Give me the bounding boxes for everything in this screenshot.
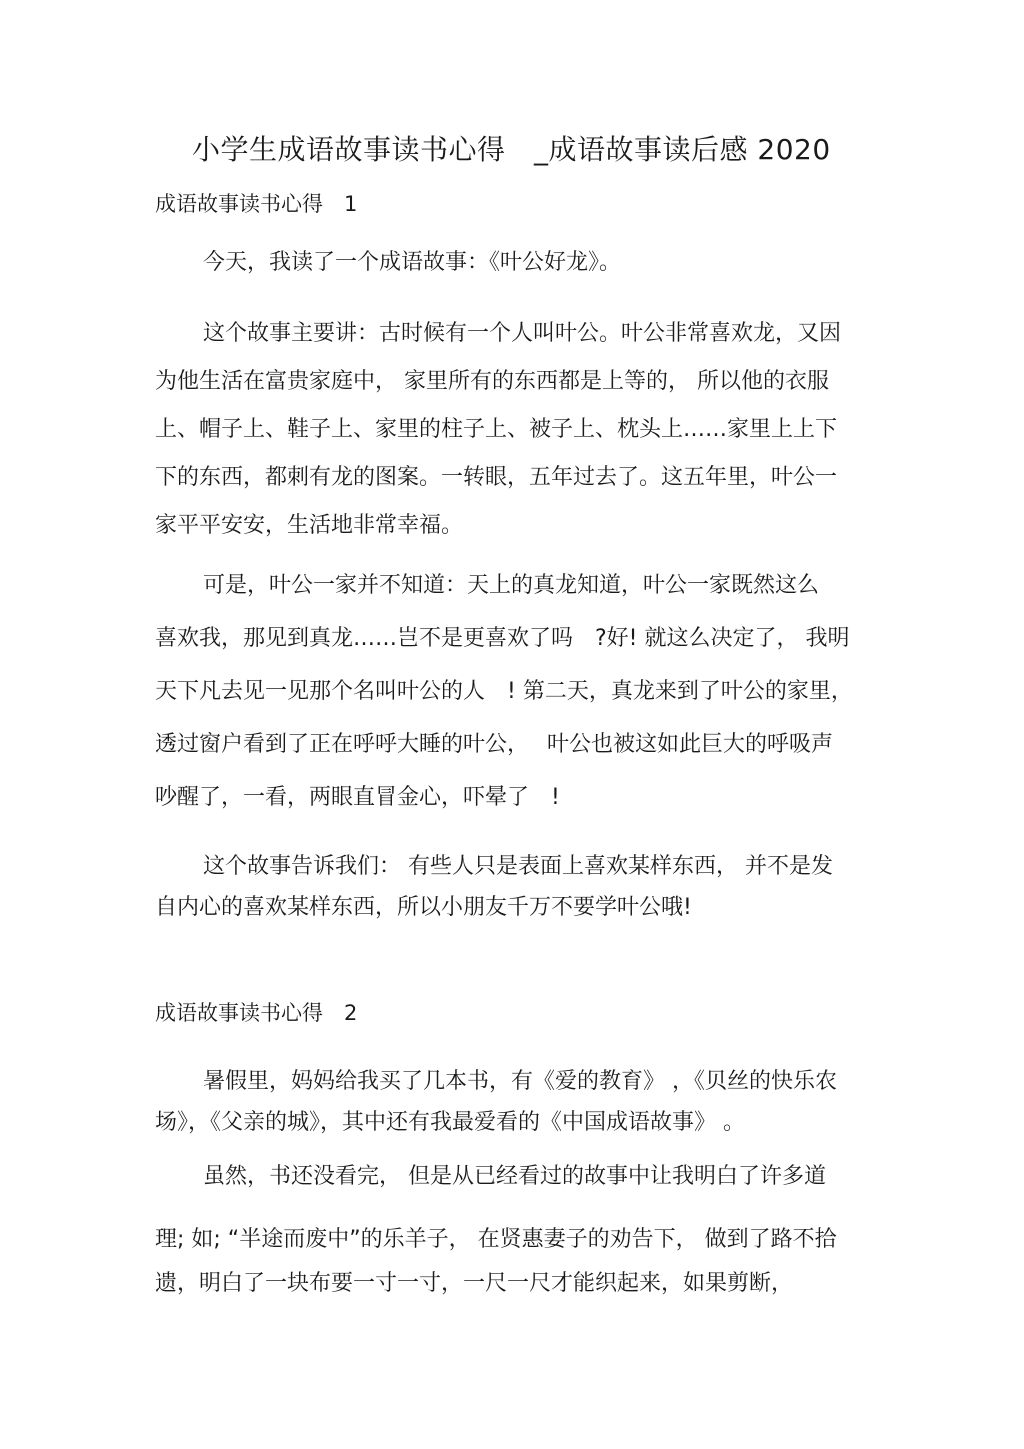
paragraph-2-2 [155,1166,865,1295]
text-line: 为他生活在富贵家庭中， 家里所有的东西都是上等的， 所以他的衣服 [155,369,829,394]
text-line: 天下凡去见一见那个名叫叶公的人 ! 第二天，真龙来到了叶公的家里， [155,679,853,704]
text-line: 透过窗户看到了正在呼呼大睡的叶公， 叶公也被这如此巨大的呼吸声 [155,732,833,757]
paragraph-2-1 [155,1071,865,1134]
paragraph-1-3 [155,575,865,809]
paragraph-1-2 [155,323,865,537]
text-line: 虽然，书还没看完， 但是从已经看过的故事中让我明白了许多道 [203,1164,826,1189]
text-line: 这个故事主要讲：古时候有一个人叫叶公。叶公非常喜欢龙，又因 [203,321,842,346]
paragraph-1-1 [155,252,865,274]
text-line: 喜欢我，那见到真龙……岂不是更喜欢了吗 ?好! 就这么决定了， 我明 [155,626,850,651]
text-line: 场》，《父亲的城》，其中还有我最爱看的《中国成语故事》 。 [155,1110,745,1135]
paragraph-1-4 [155,856,865,919]
section-heading-2: 成语故事读书心得 2 [155,1001,358,1025]
text-line: 上、帽子上、鞋子上、家里的柱子上、被子上、枕头上……家里上上下 [155,417,838,442]
text-line: 遗，明白了一块布要一寸一寸，一尺一尺才能织起来，如果剪断， [155,1271,794,1296]
text-line: 家平平安安，生活地非常幸福。 [155,513,464,538]
text-line: 可是，叶公一家并不知道：天上的真龙知道，叶公一家既然这么 [203,573,820,598]
text-line: 吵醒了，一看，两眼直冒金心，吓晕了 ! [155,785,560,810]
text-line: 今天，我读了一个成语故事：《叶公好龙》。 [203,250,622,275]
section-heading-1: 成语故事读书心得 1 [155,192,358,216]
text-line: 这个故事告诉我们： 有些人只是表面上喜欢某样东西， 并不是发 [203,854,833,879]
text-line: 自内心的喜欢某样东西，所以小朋友千万不要学叶公哦! [155,895,692,920]
text-line: 理; 如; “半途而废中”的乐羊子， 在贤惠妻子的劝告下， 做到了路不拾 [155,1227,837,1252]
text-line: 暑假里，妈妈给我买了几本书，有《爱的教育》 ，《贝丝的快乐农 [203,1069,837,1094]
text-line: 下的东西，都刺有龙的图案。一转眼，五年过去了。这五年里，叶公一 [155,465,838,490]
document-title: 小学生成语故事读书心得 _成语故事读后感 2020 [192,133,831,166]
